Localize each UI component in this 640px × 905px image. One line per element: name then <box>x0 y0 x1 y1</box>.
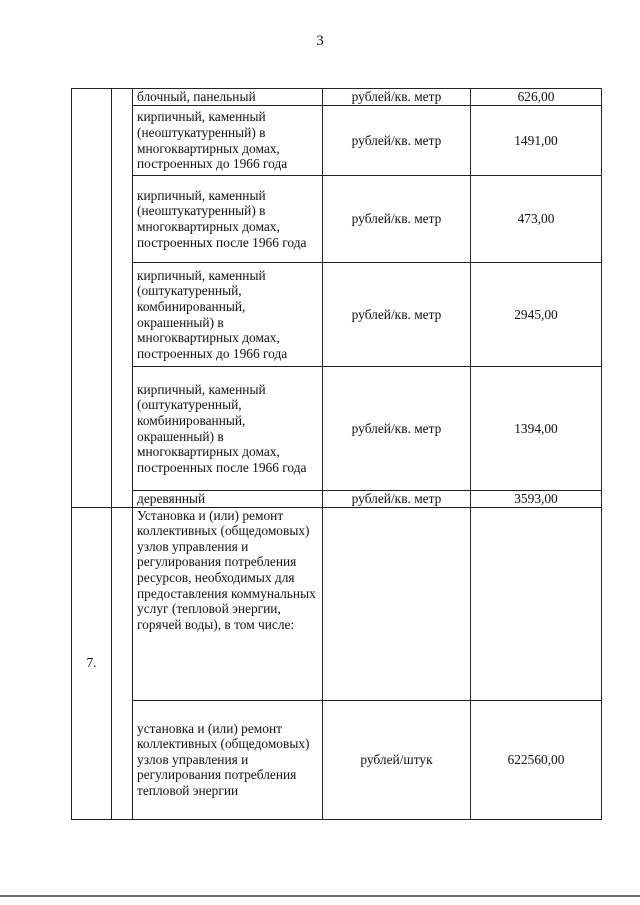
section-number: 7. <box>72 507 112 819</box>
price-cell <box>471 507 602 700</box>
table-row <box>72 367 602 491</box>
unit-cell: рублей/кв. метр <box>323 491 471 508</box>
blank-cell <box>112 89 133 508</box>
page-number: 3 <box>316 33 324 49</box>
unit-cell: рублей/кв. метр <box>323 263 471 367</box>
material-name: блочный, панельный <box>133 89 323 106</box>
price-cell: 1394,00 <box>471 367 602 491</box>
section-title: Установка и (или) ремонт коллективных (общедомовых) узлов управления и регулирования потребления ресурсов, необходимых для предоставления коммунальных услуг (тепловой энергии, горячей воды), в том числе: <box>133 507 323 700</box>
footer-rule <box>0 895 640 897</box>
material-name: деревянный <box>133 491 323 508</box>
material-name: кирпичный, каменный (оштукатуренный, комбинированный, окрашенный) в многоквартирных домах, построенных после 1966 года <box>133 367 323 491</box>
unit-cell: рублей/кв. метр <box>323 89 471 106</box>
material-name: кирпичный, каменный (неоштукатуренный) в многоквартирных домах, построенных после 1966 года <box>133 176 323 263</box>
material-name: кирпичный, каменный (оштукатуренный, комбинированный, окрашенный) в многоквартирных домах, построенных до 1966 года <box>133 263 323 367</box>
price-cell: 2945,00 <box>471 263 602 367</box>
item-number-cell <box>72 89 112 508</box>
table-row <box>72 263 602 367</box>
price-cell: 622560,00 <box>471 700 602 819</box>
unit-cell: рублей/кв. метр <box>323 106 471 176</box>
blank-cell <box>112 507 133 819</box>
rates-table <box>71 88 602 820</box>
unit-cell: рублей/кв. метр <box>323 176 471 263</box>
unit-cell <box>323 507 471 700</box>
price-cell: 1491,00 <box>471 106 602 176</box>
unit-cell: рублей/кв. метр <box>323 367 471 491</box>
price-cell: 626,00 <box>471 89 602 106</box>
price-cell: 473,00 <box>471 176 602 263</box>
table-row <box>72 491 602 508</box>
table-row <box>72 176 602 263</box>
table-row <box>72 89 602 106</box>
section-row <box>72 507 602 700</box>
table-row <box>72 700 602 819</box>
table-row <box>72 106 602 176</box>
subitem-name: установка и (или) ремонт коллективных (общедомовых) узлов управления и регулирования потребления тепловой энергии <box>133 700 323 819</box>
price-cell: 3593,00 <box>471 491 602 508</box>
unit-cell: рублей/штук <box>323 700 471 819</box>
material-name: кирпичный, каменный (неоштукатуренный) в многоквартирных домах, построенных до 1966 года <box>133 106 323 176</box>
